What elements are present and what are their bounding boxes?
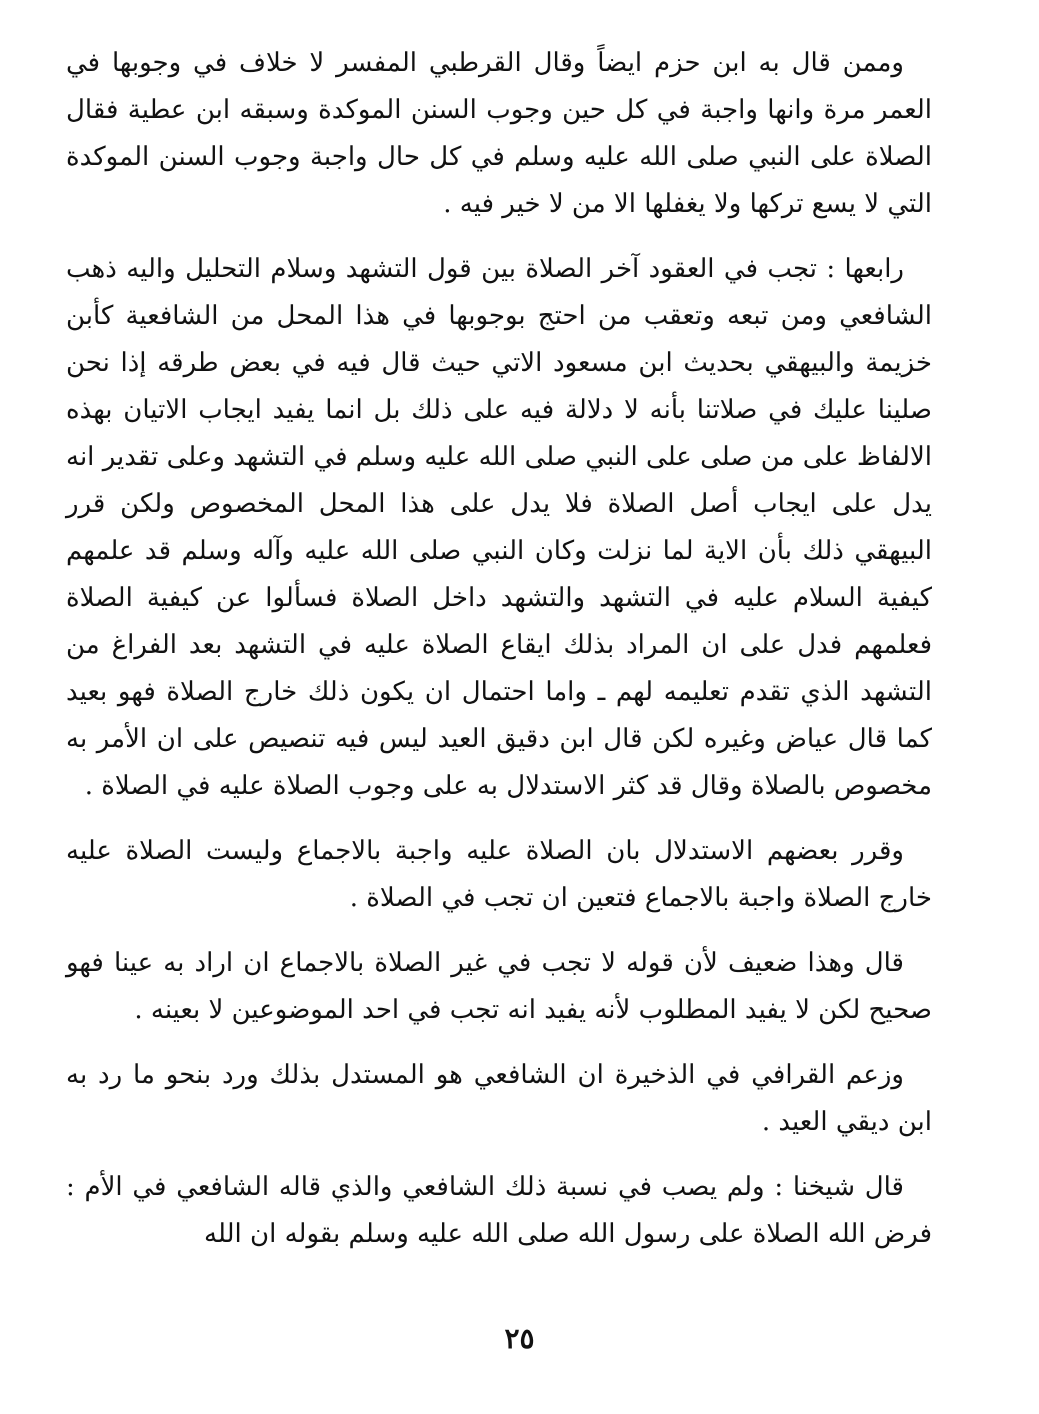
paragraph-4: قال وهذا ضعيف لأن قوله لا تجب في غير الصلاة بالاجماع ان اراد به عينا فهو صحيح لكن لا يفيد المطلوب لأنه يفيد انه تجب في احد الموضوعين لا بعينه . <box>66 948 932 1025</box>
page-body <box>66 40 932 1258</box>
paragraph-6: قال شيخنا : ولم يصب في نسبة ذلك الشافعي والذي قاله الشافعي في الأم : فرض الله الصلاة على رسول الله صلى الله عليه وسلم بقوله ان الله <box>66 1172 932 1249</box>
paragraph-5: وزعم القرافي في الذخيرة ان الشافعي هو المستدل بذلك ورد بنحو ما رد به ابن ديقي العيد . <box>66 1060 932 1137</box>
paragraph-1: وممن قال به ابن حزم ايضاً وقال القرطبي المفسر لا خلاف في وجوبها في العمر مرة وانها واجبة في كل حين وجوب السنن الموكدة وسبقه ابن عطية فقال الصلاة على النبي صلى الله عليه وسلم في كل حال واجبة وجوب السنن الموكدة التي لا يسع تركها ولا يغفلها الا من لا خير فيه . <box>66 48 932 219</box>
paragraph-3: وقرر بعضهم الاستدلال بان الصلاة عليه واجبة بالاجماع وليست الصلاة عليه خارج الصلاة واجبة بالاجماع فتعين ان تجب في الصلاة . <box>66 836 932 913</box>
page-number: ٢٥ <box>504 1322 535 1355</box>
paragraph-2: رابعها : تجب في العقود آخر الصلاة بين قول التشهد وسلام التحليل واليه ذهب الشافعي ومن تبعه وتعقب من احتج بوجوبها في هذا المحل من الشافعية كأبن خزيمة والبيهقي بحديث ابن مسعود الاتي حيث قال فيه في بعض طرقه إذا نحن صلينا عليك في صلاتنا بأنه لا دلالة فيه على ذلك بل انما يفيد ايجاب الاتيان بهذه الالفاظ على من صلى على النبي صلى الله عليه وسلم في التشهد وعلى تقدير انه يدل على ايجاب أصل الصلاة فلا يدل على هذا المحل المخصوص ولكن قرر البيهقي ذلك بأن الاية لما نزلت وكان النبي صلى الله عليه وآله وسلم قد علمهم كيفية السلام عليه في التشهد والتشهد داخل الصلاة فسألوا عن كيفية الصلاة فعلمهم فدل على ان المراد بذلك ايقاع الصلاة عليه في التشهد بعد الفراغ من التشهد الذي تقدم تعليمه لهم ـ واما احتمال ان يكون ذلك خارج الصلاة فهو بعيد كما قال عياض وغيره لكن قال ابن دقيق العيد ليس فيه تنصيص على ان الأمر به مخصوص بالصلاة وقال قد كثر الاستدلال به على وجوب الصلاة عليه في الصلاة . <box>66 254 932 801</box>
